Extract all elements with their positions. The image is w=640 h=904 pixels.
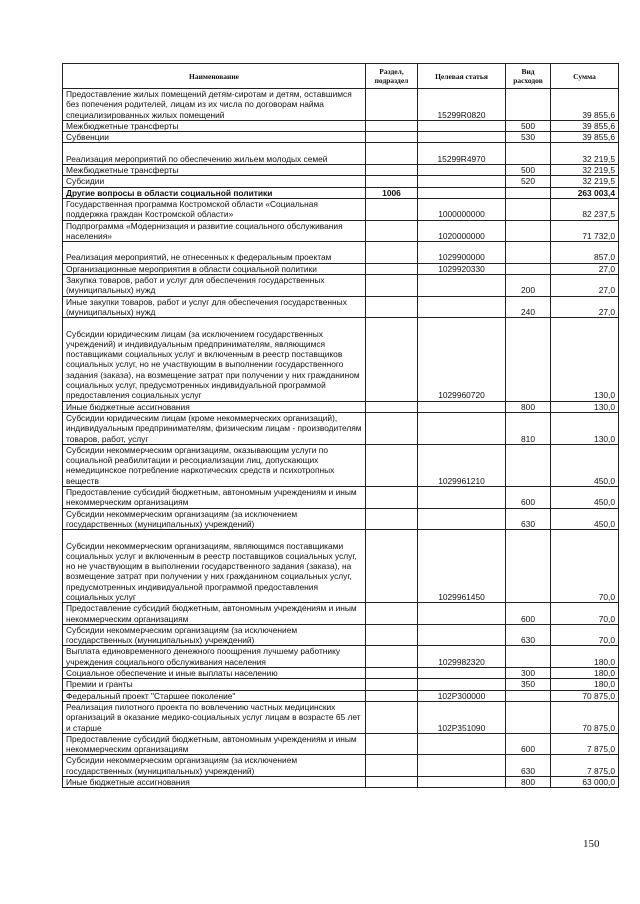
cell-target bbox=[418, 508, 506, 530]
cell-name: Другие вопросы в области социальной политики bbox=[63, 187, 366, 198]
cell-sum: 27,0 bbox=[551, 275, 619, 297]
cell-section bbox=[366, 755, 418, 777]
cell-expense: 240 bbox=[506, 296, 551, 318]
cell-sum: 450,0 bbox=[551, 487, 619, 509]
cell-name: Межбюджетные трансферты bbox=[63, 165, 366, 176]
cell-section bbox=[366, 646, 418, 668]
cell-target: 1020000000 bbox=[418, 220, 506, 242]
cell-target: 102P300000 bbox=[418, 690, 506, 701]
table-row bbox=[63, 143, 619, 165]
cell-sum: 7 875,0 bbox=[551, 733, 619, 755]
cell-section bbox=[366, 242, 418, 264]
table-row bbox=[63, 242, 619, 264]
page-number: 150 bbox=[583, 838, 600, 850]
table-row bbox=[63, 668, 619, 679]
cell-sum: 27,0 bbox=[551, 296, 619, 318]
cell-target: 1029982320 bbox=[418, 646, 506, 668]
cell-sum: 39 855,6 bbox=[551, 120, 619, 131]
cell-sum: 7 875,0 bbox=[551, 755, 619, 777]
cell-sum: 82 237,5 bbox=[551, 198, 619, 220]
cell-name: Предоставление субсидий бюджетным, автономным учреждениям и иным некоммерческим организациям bbox=[63, 603, 366, 625]
cell-expense: 500 bbox=[506, 165, 551, 176]
cell-expense bbox=[506, 242, 551, 264]
cell-expense bbox=[506, 530, 551, 603]
table-header-row bbox=[63, 64, 619, 89]
cell-name: Предоставление субсидий бюджетным, автономным учреждениям и иным некоммерческим организациям bbox=[63, 487, 366, 509]
cell-name: Субсидии юридическим лицам (за исключением государственных учреждений) и индивидуальным предпринимателям, являющимся поставщиками социальных услуг и включенным в реестр поставщиков социальных услуг, но не участвующим в выполнении государственного задания (заказа), на возмещение затрат при получении у них гражданином социальных услуг, предусмотренных индивидуальной программой предоставления социальных услуг bbox=[63, 318, 366, 401]
cell-section bbox=[366, 198, 418, 220]
cell-name: Субсидии некоммерческим организациям, являющимся поставщиками социальных услуг и включенным в реестр поставщиков социальных услуг, но не участвующим в выполнении государственного задания (заказа), на возмещение затрат при получении у них гражданином социальных услуг, предусмотренных индивидуальной программой предоставления социальных услуг bbox=[63, 530, 366, 603]
cell-target bbox=[418, 777, 506, 788]
cell-sum: 32 219,5 bbox=[551, 165, 619, 176]
cell-name: Выплата единовременного денежного поощрения лучшему работнику учреждения социального обслуживания населения bbox=[63, 646, 366, 668]
cell-target bbox=[418, 176, 506, 187]
cell-name: Предоставление субсидий бюджетным, автономным учреждениям и иным некоммерческим организациям bbox=[63, 733, 366, 755]
cell-section bbox=[366, 296, 418, 318]
table-row bbox=[63, 508, 619, 530]
cell-target bbox=[418, 487, 506, 509]
table-row bbox=[63, 132, 619, 143]
header-section: Раздел, подраздел bbox=[366, 64, 418, 89]
cell-name: Субсидии юридическим лицам (кроме некоммерческих организаций), индивидуальным предпринимателям, физическим лицам - производителям товаров, работ, услуг bbox=[63, 412, 366, 444]
cell-name: Социальное обеспечение и иные выплаты населению bbox=[63, 668, 366, 679]
cell-target bbox=[418, 668, 506, 679]
cell-section bbox=[366, 401, 418, 412]
table-row bbox=[63, 487, 619, 509]
table-row bbox=[63, 679, 619, 690]
table-row bbox=[63, 296, 619, 318]
cell-expense: 300 bbox=[506, 668, 551, 679]
cell-expense bbox=[506, 143, 551, 165]
cell-name: Закупка товаров, работ и услуг для обеспечения государственных (муниципальных) нужд bbox=[63, 275, 366, 297]
cell-section bbox=[366, 668, 418, 679]
cell-target bbox=[418, 275, 506, 297]
cell-sum: 70 875,0 bbox=[551, 690, 619, 701]
cell-section bbox=[366, 220, 418, 242]
cell-expense: 350 bbox=[506, 679, 551, 690]
cell-sum: 263 003,4 bbox=[551, 187, 619, 198]
cell-section bbox=[366, 263, 418, 274]
cell-sum: 450,0 bbox=[551, 444, 619, 486]
cell-expense bbox=[506, 187, 551, 198]
cell-target: 15299R4970 bbox=[418, 143, 506, 165]
cell-target: 15299R0820 bbox=[418, 89, 506, 121]
cell-sum: 32 219,5 bbox=[551, 143, 619, 165]
table-row bbox=[63, 412, 619, 444]
table-row bbox=[63, 646, 619, 668]
cell-expense: 630 bbox=[506, 755, 551, 777]
cell-section bbox=[366, 444, 418, 486]
cell-section bbox=[366, 701, 418, 733]
cell-sum: 70,0 bbox=[551, 603, 619, 625]
cell-target: 1029961210 bbox=[418, 444, 506, 486]
cell-name: Межбюджетные трансферты bbox=[63, 120, 366, 131]
cell-expense: 600 bbox=[506, 733, 551, 755]
cell-sum: 857,0 bbox=[551, 242, 619, 264]
table-row bbox=[63, 120, 619, 131]
cell-section bbox=[366, 603, 418, 625]
cell-target bbox=[418, 120, 506, 131]
cell-name: Субсидии bbox=[63, 176, 366, 187]
cell-name: Организационные мероприятия в области социальной политики bbox=[63, 263, 366, 274]
table-row bbox=[63, 89, 619, 121]
header-expense: Вид расходов bbox=[506, 64, 551, 89]
cell-expense: 520 bbox=[506, 176, 551, 187]
cell-target bbox=[418, 165, 506, 176]
cell-section: 1006 bbox=[366, 187, 418, 198]
cell-target bbox=[418, 624, 506, 646]
cell-expense bbox=[506, 690, 551, 701]
table-row bbox=[63, 263, 619, 274]
cell-expense bbox=[506, 263, 551, 274]
cell-target: 1000000000 bbox=[418, 198, 506, 220]
cell-sum: 32 219,5 bbox=[551, 176, 619, 187]
cell-target bbox=[418, 603, 506, 625]
table-row bbox=[63, 187, 619, 198]
cell-expense: 630 bbox=[506, 624, 551, 646]
table-row bbox=[63, 690, 619, 701]
cell-sum: 130,0 bbox=[551, 318, 619, 401]
table-row bbox=[63, 176, 619, 187]
cell-section bbox=[366, 89, 418, 121]
cell-name: Федеральный проект "Старшее поколение" bbox=[63, 690, 366, 701]
cell-target bbox=[418, 755, 506, 777]
cell-section bbox=[366, 733, 418, 755]
cell-expense: 530 bbox=[506, 132, 551, 143]
cell-expense: 810 bbox=[506, 412, 551, 444]
cell-expense: 800 bbox=[506, 401, 551, 412]
table-row bbox=[63, 220, 619, 242]
table-row bbox=[63, 198, 619, 220]
cell-sum: 180,0 bbox=[551, 668, 619, 679]
cell-sum: 70,0 bbox=[551, 530, 619, 603]
cell-target bbox=[418, 187, 506, 198]
cell-sum: 27,0 bbox=[551, 263, 619, 274]
cell-name: Предоставление жилых помещений детям-сиротам и детям, оставшимся без попечения родителей, лицам из их числа по договорам найма специализированных жилых помещений bbox=[63, 89, 366, 121]
table-row bbox=[63, 777, 619, 788]
cell-name: Подпрограмма «Модернизация и развитие социального обслуживания населения» bbox=[63, 220, 366, 242]
table-row bbox=[63, 444, 619, 486]
cell-name: Государственная программа Костромской области «Социальная поддержка граждан Костромской области» bbox=[63, 198, 366, 220]
cell-expense: 600 bbox=[506, 487, 551, 509]
header-target: Целевая статья bbox=[418, 64, 506, 89]
cell-expense: 200 bbox=[506, 275, 551, 297]
cell-section bbox=[366, 679, 418, 690]
cell-target bbox=[418, 679, 506, 690]
cell-expense bbox=[506, 89, 551, 121]
cell-expense bbox=[506, 646, 551, 668]
cell-sum: 130,0 bbox=[551, 401, 619, 412]
cell-name: Реализация мероприятий по обеспечению жильем молодых семей bbox=[63, 143, 366, 165]
cell-target bbox=[418, 733, 506, 755]
cell-target bbox=[418, 296, 506, 318]
cell-section bbox=[366, 275, 418, 297]
cell-name: Субвенции bbox=[63, 132, 366, 143]
cell-expense bbox=[506, 318, 551, 401]
cell-expense: 500 bbox=[506, 120, 551, 131]
table-body bbox=[63, 89, 619, 788]
table-row bbox=[63, 701, 619, 733]
cell-expense bbox=[506, 701, 551, 733]
cell-section bbox=[366, 487, 418, 509]
cell-section bbox=[366, 508, 418, 530]
cell-target: 1029900000 bbox=[418, 242, 506, 264]
header-sum: Сумма bbox=[551, 64, 619, 89]
table-row bbox=[63, 755, 619, 777]
cell-sum: 71 732,0 bbox=[551, 220, 619, 242]
cell-sum: 39 855,6 bbox=[551, 132, 619, 143]
table-row bbox=[63, 165, 619, 176]
cell-target: 102P351090 bbox=[418, 701, 506, 733]
cell-section bbox=[366, 624, 418, 646]
cell-expense bbox=[506, 220, 551, 242]
cell-expense: 800 bbox=[506, 777, 551, 788]
cell-name: Субсидии некоммерческим организациям, оказывающим услуги по социальной реабилитации и ресоциализации лиц, допускающих немедицинское потребление наркотических средств и психотропных веществ bbox=[63, 444, 366, 486]
cell-target bbox=[418, 132, 506, 143]
cell-section bbox=[366, 176, 418, 187]
cell-name: Иные закупки товаров, работ и услуг для обеспечения государственных (муниципальных) нужд bbox=[63, 296, 366, 318]
cell-section bbox=[366, 412, 418, 444]
cell-name: Премии и гранты bbox=[63, 679, 366, 690]
budget-table bbox=[62, 63, 619, 788]
cell-target bbox=[418, 401, 506, 412]
cell-section bbox=[366, 143, 418, 165]
cell-target bbox=[418, 412, 506, 444]
cell-target: 1029960720 bbox=[418, 318, 506, 401]
cell-target: 1029961450 bbox=[418, 530, 506, 603]
cell-sum: 70 875,0 bbox=[551, 701, 619, 733]
cell-sum: 180,0 bbox=[551, 646, 619, 668]
cell-section bbox=[366, 690, 418, 701]
cell-name: Реализация пилотного проекта по вовлечению частных медицинских организаций в оказание медико-социальных услуг лицам в возрасте 65 лет и старше bbox=[63, 701, 366, 733]
cell-sum: 130,0 bbox=[551, 412, 619, 444]
table-row bbox=[63, 603, 619, 625]
cell-sum: 70,0 bbox=[551, 624, 619, 646]
cell-name: Иные бюджетные ассигнования bbox=[63, 777, 366, 788]
cell-name: Субсидии некоммерческим организациям (за исключением государственных (муниципальных) учреждений) bbox=[63, 508, 366, 530]
table-row bbox=[63, 733, 619, 755]
header-name: Наименование bbox=[63, 64, 366, 89]
cell-section bbox=[366, 318, 418, 401]
cell-target: 1029920330 bbox=[418, 263, 506, 274]
cell-name: Реализация мероприятий, не отнесенных к федеральным проектам bbox=[63, 242, 366, 264]
cell-sum: 180,0 bbox=[551, 679, 619, 690]
cell-expense bbox=[506, 198, 551, 220]
table-row bbox=[63, 275, 619, 297]
table-row bbox=[63, 318, 619, 401]
table-row bbox=[63, 401, 619, 412]
cell-sum: 63 000,0 bbox=[551, 777, 619, 788]
table-row bbox=[63, 530, 619, 603]
cell-section bbox=[366, 120, 418, 131]
cell-expense: 600 bbox=[506, 603, 551, 625]
cell-name: Иные бюджетные ассигнования bbox=[63, 401, 366, 412]
cell-expense: 630 bbox=[506, 508, 551, 530]
cell-expense bbox=[506, 444, 551, 486]
cell-sum: 450,0 bbox=[551, 508, 619, 530]
table-row bbox=[63, 624, 619, 646]
cell-name: Субсидии некоммерческим организациям (за исключением государственных (муниципальных) учреждений) bbox=[63, 624, 366, 646]
cell-section bbox=[366, 777, 418, 788]
cell-name: Субсидии некоммерческим организациям (за исключением государственных (муниципальных) учреждений) bbox=[63, 755, 366, 777]
cell-section bbox=[366, 530, 418, 603]
cell-section bbox=[366, 165, 418, 176]
cell-sum: 39 855,6 bbox=[551, 89, 619, 121]
cell-section bbox=[366, 132, 418, 143]
